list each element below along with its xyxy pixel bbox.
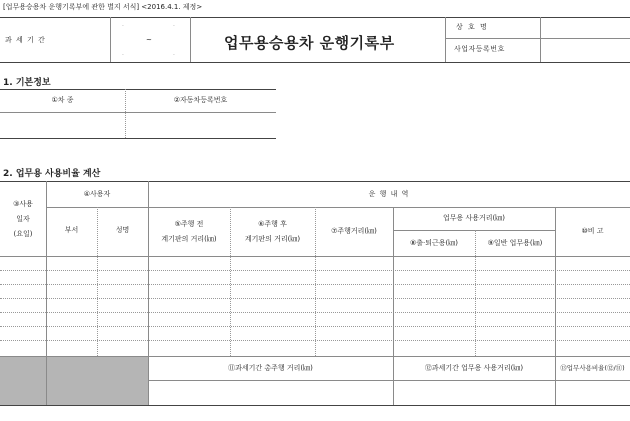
- dept-header: 부서: [64, 226, 79, 234]
- period-start-dots-2: ·: [122, 52, 124, 59]
- period-end-dots: ·: [173, 23, 175, 30]
- period-separator: ~: [146, 36, 152, 44]
- period-end-dots-2: ·: [173, 52, 175, 59]
- after-header-2: 계기판의 거리(㎞): [244, 235, 301, 243]
- name-header: 성명: [115, 226, 130, 234]
- business-distance-header: 업무용 사용거리(㎞): [442, 214, 506, 222]
- date-header-1: ③사용: [13, 200, 33, 208]
- after-header-1: ⑥주행 후: [258, 220, 287, 228]
- date-header-2: 일자: [16, 215, 30, 223]
- total-business-header: ⑫과세기간 업무용 사용거리(㎞): [424, 364, 524, 372]
- distance-header: ⑦주행거리(㎞): [331, 227, 377, 235]
- commute-header: ⑧출·퇴근용(㎞): [409, 239, 458, 247]
- form-header: [업무용승용차 운행기록부에 관한 별지 서식] <2016.4.1. 제정>: [3, 3, 203, 11]
- before-header-1: ⑤주행 전: [174, 220, 204, 228]
- period-start-dots: ·: [122, 23, 124, 30]
- remarks-header: ⑩비 고: [581, 227, 604, 235]
- business-number-label: 사업자등록번호: [454, 45, 505, 53]
- before-header-2: 계기판의 거리(㎞): [161, 235, 217, 243]
- period-label: 과 세 기 간: [5, 36, 46, 44]
- usage-detail-header: 운 행 내 역: [368, 190, 410, 198]
- date-header-3: (요일): [13, 230, 33, 238]
- user-header: ④사용자: [83, 190, 111, 198]
- business-ratio-header: ⑬업무사용비율(⑫/⑪): [560, 364, 625, 372]
- general-business-header: ⑨일반 업무용(㎞): [487, 239, 543, 247]
- section1-heading: 1. 기본정보: [3, 78, 51, 88]
- gray-cell-date: [0, 357, 46, 405]
- gray-cell-user: [47, 357, 148, 405]
- total-distance-header: ⑪과세기간 총주행 거리(㎞): [228, 364, 313, 372]
- company-name-label: 상 호 명: [456, 23, 489, 31]
- section2-heading: 2. 업무용 사용비율 계산: [3, 169, 101, 179]
- vehicle-reg-header: ②자동차등록번호: [173, 96, 228, 104]
- vehicle-type-header: ①차 종: [51, 96, 74, 104]
- page-title: 업무용승용차 운행기록부: [224, 34, 395, 52]
